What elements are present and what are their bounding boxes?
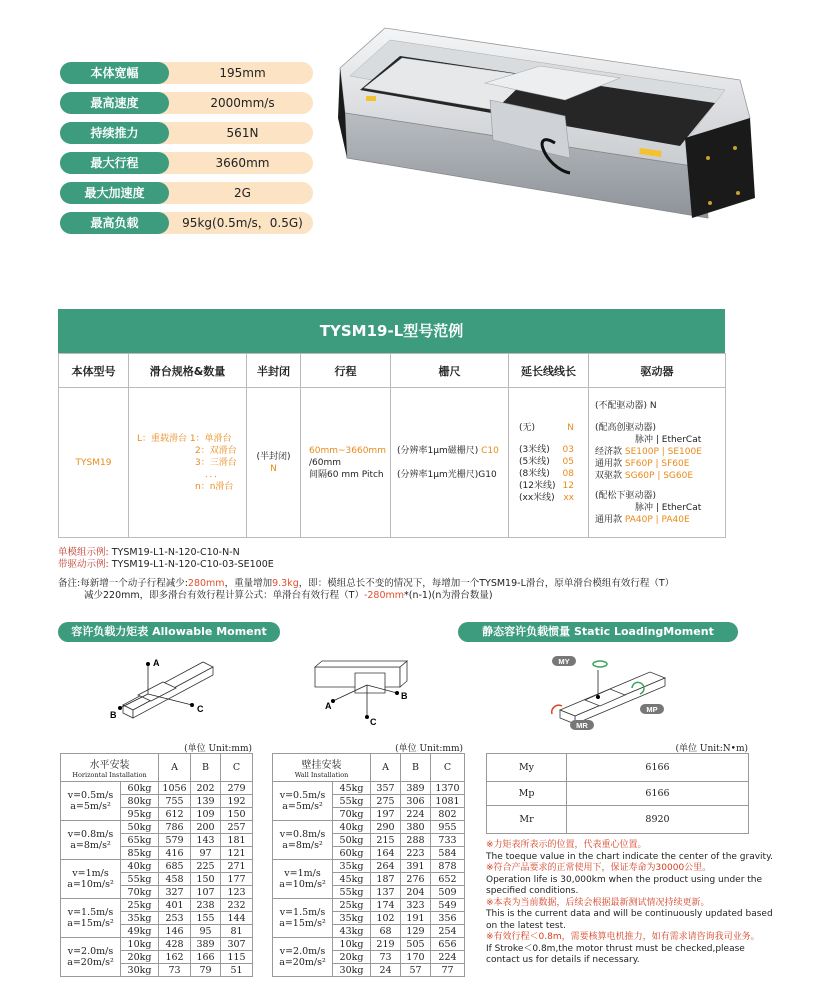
wall-subtitle: Wall Installation xyxy=(294,771,349,779)
header-cell: 本体型号 xyxy=(59,354,129,388)
moment-cell: 955 xyxy=(431,821,465,834)
moment-cell: 389 xyxy=(401,782,431,795)
moment-cell: 755 xyxy=(159,795,191,808)
accel-value: a=5m/s² xyxy=(70,801,111,812)
footnote: If Stroke＜0.8m,the motor thrust must be checked,please contact us for details if necessary. xyxy=(486,943,745,965)
accel-value: a=10m/s² xyxy=(67,879,114,890)
speed-value: v=1m/s xyxy=(284,868,321,879)
note-text: 备注:每新增一个动子行程减少: xyxy=(58,578,188,589)
spec-value: 95kg(0.5m/s，0.5G) xyxy=(150,212,313,234)
moment-label-mr: MR xyxy=(576,721,588,730)
load-cell: 35kg xyxy=(333,860,371,873)
moment-cell: 146 xyxy=(159,925,191,938)
moment-cell: 79 xyxy=(191,964,221,977)
col-header: C xyxy=(221,754,253,782)
slide-line: L：重载滑台 1：单滑台 xyxy=(137,433,232,444)
ext-label: (8米线) xyxy=(519,468,550,479)
slide-line: 3：三滑台 xyxy=(195,457,237,468)
driver-line: (配高创驱动器) xyxy=(595,422,657,433)
moment-cell: 107 xyxy=(191,886,221,899)
footnote: This is the current data and will be continuously updated based on the latest test. xyxy=(486,909,773,931)
moment-cell: 162 xyxy=(159,951,191,964)
header-cell: 栅尺 xyxy=(391,354,509,388)
moment-cell: 232 xyxy=(221,899,253,912)
accel-value: a=20m/s² xyxy=(279,957,326,968)
moment-cell: 155 xyxy=(191,912,221,925)
load-cell: 70kg xyxy=(333,808,371,821)
ext-label: (12米线) xyxy=(519,480,556,491)
moment-cell: 612 xyxy=(159,808,191,821)
model-table-body-row xyxy=(59,388,726,538)
load-cell: 49kg xyxy=(121,925,159,938)
moment-cell: 458 xyxy=(159,873,191,886)
spec-value: 2000mm/s xyxy=(150,92,313,114)
speed-accel-cell xyxy=(273,821,333,860)
spec-row-accel xyxy=(60,182,313,204)
moment-cell: 549 xyxy=(431,899,465,912)
moment-cell: 197 xyxy=(371,808,401,821)
speed-value: v=0.5m/s xyxy=(279,790,326,801)
note-text: ，重量增加 xyxy=(224,578,273,589)
driver-tier: 双驱款 xyxy=(595,470,623,481)
slide-line: n：n滑台 xyxy=(195,481,234,492)
moment-cell: 219 xyxy=(371,938,401,951)
moment-cell: 73 xyxy=(371,951,401,964)
moment-cell: 307 xyxy=(221,938,253,951)
driver-line: 脉冲 | EtherCat xyxy=(635,502,702,513)
speed-value: v=2.0m/s xyxy=(279,946,326,957)
moment-cell: 509 xyxy=(431,886,465,899)
moment-label-my: MY xyxy=(558,657,570,666)
note-highlight: 280mm xyxy=(187,578,225,589)
footnote: The toeque value in the chart indicate the center of the gravity. xyxy=(486,851,773,862)
moment-cell: 174 xyxy=(371,899,401,912)
note-text: ，即：模组总长不变的情况下，每增加一个TYSM19-L滑台，原单滑台模组有效行程（T） xyxy=(298,578,675,589)
footnote: ※力矩表所表示的位置，代表重心位置。 xyxy=(486,840,647,850)
moment-cell: 224 xyxy=(431,951,465,964)
ext-code: xx xyxy=(563,492,574,503)
ext-code: 05 xyxy=(562,456,574,467)
moment-cell: 215 xyxy=(371,834,401,847)
scale-line: (分辨率1μm光栅尺)G10 xyxy=(397,469,497,480)
table-row xyxy=(273,938,465,951)
spec-label: 最大行程 xyxy=(60,152,169,174)
spec-label: 持续推力 xyxy=(60,122,169,144)
moment-cell: 97 xyxy=(191,847,221,860)
moment-cell: 584 xyxy=(431,847,465,860)
horizontal-load-table xyxy=(60,753,253,977)
table-row xyxy=(273,860,465,873)
moment-cell: 275 xyxy=(371,795,401,808)
moment-cell: 685 xyxy=(159,860,191,873)
moment-cell: 357 xyxy=(371,782,401,795)
ext-label: (3米线) xyxy=(519,444,550,455)
load-cell: 10kg xyxy=(121,938,159,951)
load-cell: 35kg xyxy=(333,912,371,925)
moment-cell: 428 xyxy=(159,938,191,951)
moment-cell: 1081 xyxy=(431,795,465,808)
slide-cell xyxy=(129,388,247,538)
load-cell: 25kg xyxy=(333,899,371,912)
load-cell: 55kg xyxy=(333,886,371,899)
moment-cell: 878 xyxy=(431,860,465,873)
example-key: 单模组示例: xyxy=(58,547,109,558)
moment-cell: 802 xyxy=(431,808,465,821)
spec-row-thrust xyxy=(60,122,313,144)
moment-cell: 416 xyxy=(159,847,191,860)
moment-cell: 164 xyxy=(371,847,401,860)
speed-value: v=1.5m/s xyxy=(279,907,326,918)
unit-label: (单位 Unit:mm) xyxy=(395,744,463,754)
load-cell: 95kg xyxy=(121,808,159,821)
accel-value: a=15m/s² xyxy=(67,918,114,929)
static-key: My xyxy=(487,754,567,782)
body-model-cell: TYSM19 xyxy=(59,388,129,538)
axis-label-a: A xyxy=(325,701,332,711)
moment-cell: 166 xyxy=(191,951,221,964)
note-text: *(n-1)(n为滑台数量) xyxy=(404,590,493,601)
scale-cell xyxy=(391,388,509,538)
moment-cell: 192 xyxy=(221,795,253,808)
moment-cell: 68 xyxy=(371,925,401,938)
driver-tier: 经济款 xyxy=(595,446,623,457)
moment-cell: 1056 xyxy=(159,782,191,795)
axis-label-b: B xyxy=(401,691,408,701)
moment-cell: 505 xyxy=(401,938,431,951)
header-cell: 半封闭 xyxy=(247,354,301,388)
col-header: B xyxy=(401,754,431,782)
header-cell: 延长线线长 xyxy=(509,354,589,388)
accel-value: a=15m/s² xyxy=(279,918,326,929)
moment-cell: 187 xyxy=(371,873,401,886)
moment-cell: 139 xyxy=(191,795,221,808)
example-driver xyxy=(58,556,274,570)
table-row xyxy=(61,938,253,951)
accel-value: a=5m/s² xyxy=(282,801,323,812)
ext-label: (5米线) xyxy=(519,456,550,467)
wall-load-table xyxy=(272,753,465,977)
moment-cell: 733 xyxy=(431,834,465,847)
moment-cell: 391 xyxy=(401,860,431,873)
load-cell: 40kg xyxy=(121,860,159,873)
horizontal-title: 水平安装 xyxy=(89,760,130,771)
speed-accel-cell xyxy=(273,782,333,821)
load-cell: 30kg xyxy=(121,964,159,977)
linear-actuator-image xyxy=(330,18,770,243)
moment-cell: 323 xyxy=(401,899,431,912)
load-cell: 40kg xyxy=(333,821,371,834)
example-key: 带驱动示例: xyxy=(58,559,109,570)
moment-cell: 123 xyxy=(221,886,253,899)
ext-label: (无) xyxy=(519,422,536,433)
load-cell: 60kg xyxy=(333,847,371,860)
note-text: 减少220mm，即多滑台有效行程计算公式：单滑台有效行程（T） xyxy=(84,590,364,601)
moment-cell: 225 xyxy=(191,860,221,873)
load-cell: 45kg xyxy=(333,782,371,795)
ext-cable-cell xyxy=(509,388,589,538)
moment-cell: 77 xyxy=(431,964,465,977)
moment-cell: 306 xyxy=(401,795,431,808)
speed-accel-cell xyxy=(61,899,121,938)
example-value: TYSM19-L1-N-120-C10-N-N xyxy=(111,547,240,558)
moment-cell: 290 xyxy=(371,821,401,834)
moment-cell: 102 xyxy=(371,912,401,925)
load-cell: 10kg xyxy=(333,938,371,951)
moment-cell: 579 xyxy=(159,834,191,847)
moment-cell: 401 xyxy=(159,899,191,912)
moment-cell: 656 xyxy=(431,938,465,951)
moment-cell: 276 xyxy=(401,873,431,886)
moment-cell: 57 xyxy=(401,964,431,977)
moment-cell: 144 xyxy=(221,912,253,925)
semi-line: (半封闭) xyxy=(256,451,291,462)
load-cell: 45kg xyxy=(333,873,371,886)
footnote: ※本表为当前数据，后续会根据最新测试情况持续更新。 xyxy=(486,897,710,908)
header-cell: 滑台规格&数量 xyxy=(129,354,247,388)
moment-cell: 224 xyxy=(401,808,431,821)
axis-label-c: C xyxy=(197,704,204,714)
moment-cell: 191 xyxy=(401,912,431,925)
load-cell: 80kg xyxy=(121,795,159,808)
spec-label: 本体宽幅 xyxy=(60,62,169,84)
ext-code: N xyxy=(567,422,574,433)
load-cell: 30kg xyxy=(333,964,371,977)
table-row xyxy=(61,899,253,912)
load-cell: 50kg xyxy=(333,834,371,847)
footnote: ※符合产品要求的正常使用下，保证寿命为30000公里。 xyxy=(486,863,712,873)
load-cell: 55kg xyxy=(333,795,371,808)
section-static-loading: 静态容许负载惯量 Static LoadingMoment xyxy=(458,622,738,642)
semi-code: N xyxy=(270,463,277,474)
spec-value: 561N xyxy=(150,122,313,144)
moment-cell: 380 xyxy=(401,821,431,834)
wall-moment-diagram xyxy=(305,655,415,730)
driver-tier: 通用款 xyxy=(595,514,623,525)
unit-label: (单位 Unit:N•m) xyxy=(675,744,748,754)
col-header: A xyxy=(159,754,191,782)
scale-code: C10 xyxy=(481,445,499,456)
moment-cell: 279 xyxy=(221,782,253,795)
spec-row-width xyxy=(60,62,313,84)
speed-value: v=1.5m/s xyxy=(67,907,114,918)
static-key: Mr xyxy=(487,806,567,834)
speed-value: v=0.8m/s xyxy=(67,829,114,840)
model-table xyxy=(58,353,726,538)
speed-value: v=1m/s xyxy=(72,868,109,879)
speed-value: v=0.8m/s xyxy=(279,829,326,840)
moment-cell: 150 xyxy=(191,873,221,886)
spec-row-load xyxy=(60,212,313,234)
moment-cell: 356 xyxy=(431,912,465,925)
load-cell: 43kg xyxy=(333,925,371,938)
speed-accel-cell xyxy=(61,821,121,860)
table-row xyxy=(61,782,253,795)
section-allowable-moment: 容许负载力矩表 Allowable Moment xyxy=(58,622,280,642)
speed-accel-cell xyxy=(61,782,121,821)
load-cell: 35kg xyxy=(121,912,159,925)
stroke-cell xyxy=(301,388,391,538)
axis-label-b: B xyxy=(110,710,117,720)
model-table-title: TYSM19-L型号范例 xyxy=(58,309,725,353)
col-header: B xyxy=(191,754,221,782)
driver-model: PA40P | PA40E xyxy=(624,514,690,525)
moment-cell: 1370 xyxy=(431,782,465,795)
load-cell: 25kg xyxy=(121,899,159,912)
speed-accel-cell xyxy=(273,860,333,899)
moment-cell: 181 xyxy=(221,834,253,847)
moment-cell: 121 xyxy=(221,847,253,860)
speed-accel-cell xyxy=(61,860,121,899)
load-cell: 50kg xyxy=(121,821,159,834)
spec-label: 最高速度 xyxy=(60,92,169,114)
remark-note xyxy=(58,578,758,602)
moment-cell: 257 xyxy=(221,821,253,834)
example-value: TYSM19-L1-N-120-C10-03-SE100E xyxy=(111,559,274,570)
driver-model: SF60P | SF60E xyxy=(624,458,690,469)
moment-cell: 327 xyxy=(159,886,191,899)
stroke-range: 60mm~3660mm xyxy=(309,445,386,456)
col-header: C xyxy=(431,754,465,782)
speed-accel-cell xyxy=(273,938,333,977)
moment-cell: 271 xyxy=(221,860,253,873)
table-row xyxy=(273,821,465,834)
scale-desc: (分辨率1μm磁栅尺) xyxy=(397,445,482,456)
table-row xyxy=(61,821,253,834)
slide-dots: ．．． xyxy=(205,469,224,480)
static-value: 8920 xyxy=(567,806,749,834)
moment-cell: 109 xyxy=(191,808,221,821)
semi-closed-cell xyxy=(247,388,301,538)
spec-value: 195mm xyxy=(150,62,313,84)
ext-label: (xx米线) xyxy=(519,492,555,503)
axis-label-c: C xyxy=(370,717,377,727)
moment-cell: 389 xyxy=(191,938,221,951)
col-header: A xyxy=(371,754,401,782)
driver-line: (配松下驱动器) xyxy=(595,490,657,501)
static-moment-diagram xyxy=(540,652,680,732)
static-value: 6166 xyxy=(567,782,749,806)
moment-cell: 115 xyxy=(221,951,253,964)
moment-cell: 73 xyxy=(159,964,191,977)
spec-value: 3660mm xyxy=(150,152,313,174)
moment-cell: 223 xyxy=(401,847,431,860)
footnotes xyxy=(486,840,776,967)
accel-value: a=20m/s² xyxy=(67,957,114,968)
slide-line: 2：双滑台 xyxy=(195,445,237,456)
driver-line: (不配驱动器) N xyxy=(595,400,657,411)
ext-code: 12 xyxy=(562,480,574,491)
speed-accel-cell xyxy=(273,899,333,938)
accel-value: a=8m/s² xyxy=(70,840,111,851)
moment-label-mp: MP xyxy=(646,705,658,714)
ext-code: 03 xyxy=(562,444,574,455)
note-highlight: 9.3kg xyxy=(272,578,299,589)
moment-cell: 204 xyxy=(401,886,431,899)
axis-label-a: A xyxy=(153,658,160,668)
load-cell: 20kg xyxy=(333,951,371,964)
load-cell: 85kg xyxy=(121,847,159,860)
moment-cell: 202 xyxy=(191,782,221,795)
load-cell: 60kg xyxy=(121,782,159,795)
wall-title-cell xyxy=(273,754,371,782)
moment-cell: 81 xyxy=(221,925,253,938)
stroke-line: /60mm xyxy=(309,457,342,468)
driver-tier: 通用款 xyxy=(595,458,623,469)
moment-cell: 24 xyxy=(371,964,401,977)
spec-row-speed xyxy=(60,92,313,114)
moment-cell: 170 xyxy=(401,951,431,964)
footnote: Operation life is 30,000km when the product using under the specified conditions. xyxy=(486,874,763,896)
ext-code: 08 xyxy=(562,468,574,479)
accel-value: a=10m/s² xyxy=(279,879,326,890)
speed-accel-cell xyxy=(61,938,121,977)
moment-cell: 200 xyxy=(191,821,221,834)
load-cell: 20kg xyxy=(121,951,159,964)
header-cell: 驱动器 xyxy=(589,354,726,388)
moment-cell: 51 xyxy=(221,964,253,977)
driver-model: SG60P | SG60E xyxy=(624,470,694,481)
header-cell: 行程 xyxy=(301,354,391,388)
table-row xyxy=(61,860,253,873)
accel-value: a=8m/s² xyxy=(282,840,323,851)
horizontal-moment-diagram xyxy=(108,650,218,730)
note-highlight: -280mm xyxy=(363,590,405,601)
load-cell: 55kg xyxy=(121,873,159,886)
moment-cell: 254 xyxy=(431,925,465,938)
speed-value: v=0.5m/s xyxy=(67,790,114,801)
moment-cell: 137 xyxy=(371,886,401,899)
horizontal-subtitle: Horizontal Installation xyxy=(72,771,147,779)
static-value: 6166 xyxy=(567,754,749,782)
static-load-table xyxy=(486,753,749,834)
moment-cell: 150 xyxy=(221,808,253,821)
wall-title: 壁挂安装 xyxy=(301,760,342,771)
model-example-table xyxy=(58,309,725,538)
moment-cell: 288 xyxy=(401,834,431,847)
spec-row-stroke xyxy=(60,152,313,174)
footnote: ※有效行程＜0.8m，需要核算电机推力，如有需求请咨询我司业务。 xyxy=(486,932,760,942)
table-row xyxy=(273,782,465,795)
spec-label: 最大加速度 xyxy=(60,182,169,204)
table-row xyxy=(273,899,465,912)
moment-cell: 786 xyxy=(159,821,191,834)
moment-cell: 95 xyxy=(191,925,221,938)
stroke-line: 间隔60 mm Pitch xyxy=(309,469,384,480)
moment-cell: 143 xyxy=(191,834,221,847)
model-table-header-row xyxy=(59,354,726,388)
moment-cell: 264 xyxy=(371,860,401,873)
load-cell: 70kg xyxy=(121,886,159,899)
spec-label: 最高负载 xyxy=(60,212,169,234)
moment-cell: 129 xyxy=(401,925,431,938)
horizontal-title-cell xyxy=(61,754,159,782)
unit-label: (单位 Unit:mm) xyxy=(184,744,252,754)
moment-cell: 253 xyxy=(159,912,191,925)
driver-line: 脉冲 | EtherCat xyxy=(635,434,702,445)
static-key: Mp xyxy=(487,782,567,806)
driver-model: SE100P | SE100E xyxy=(624,446,702,457)
spec-value: 2G xyxy=(150,182,313,204)
speed-value: v=2.0m/s xyxy=(67,946,114,957)
moment-cell: 238 xyxy=(191,899,221,912)
driver-cell xyxy=(589,388,726,538)
load-cell: 65kg xyxy=(121,834,159,847)
moment-cell: 177 xyxy=(221,873,253,886)
moment-cell: 652 xyxy=(431,873,465,886)
